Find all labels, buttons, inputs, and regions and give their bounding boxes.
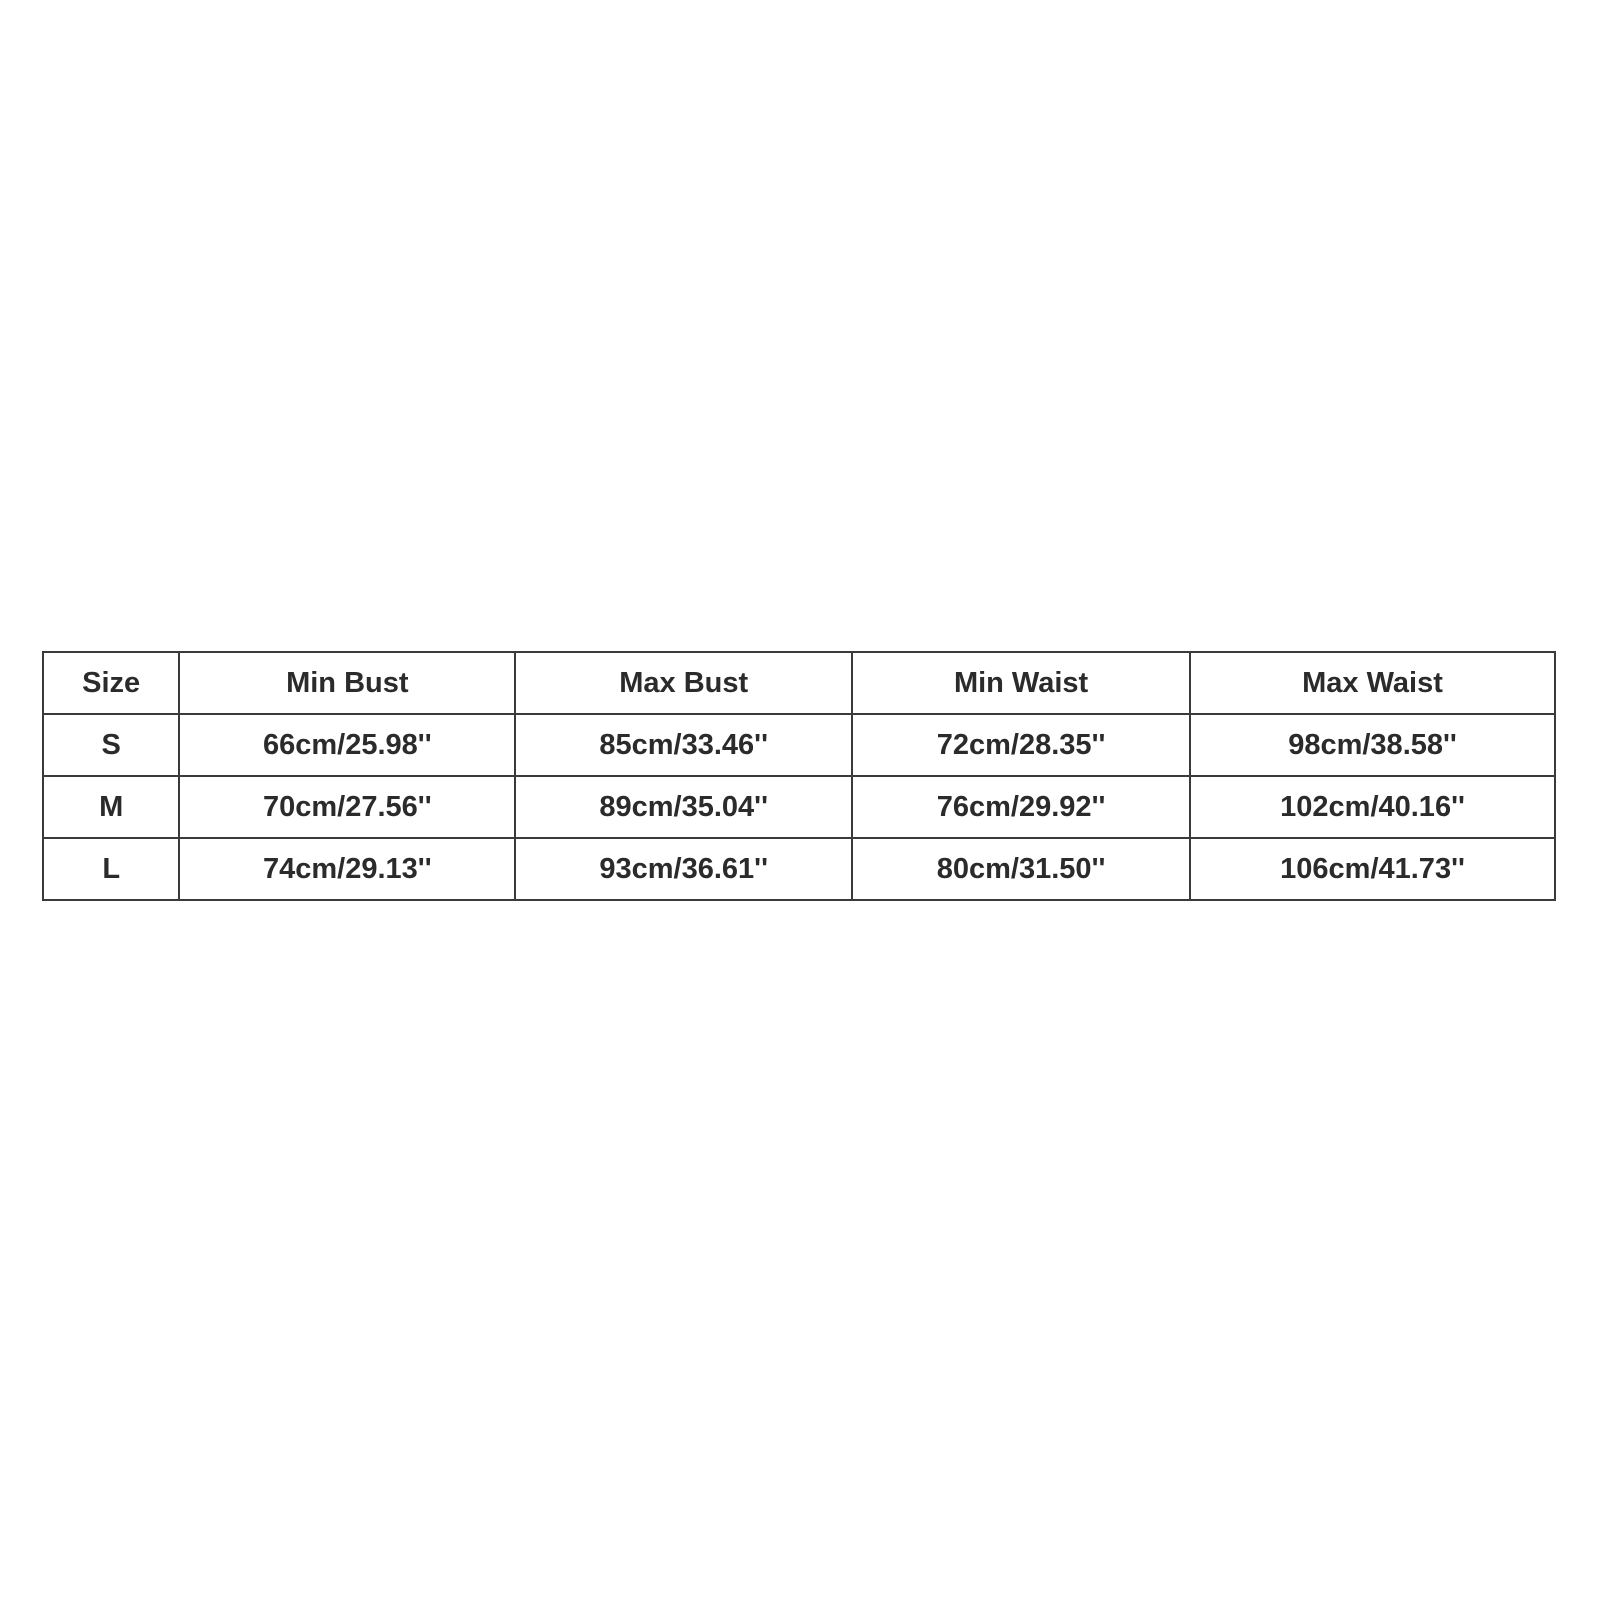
table-row — [43, 714, 1555, 776]
max-waist-cell: 102cm/40.16'' — [1190, 776, 1555, 838]
size-cell: S — [43, 714, 179, 776]
max-waist-cell: 98cm/38.58'' — [1190, 714, 1555, 776]
size-cell: M — [43, 776, 179, 838]
max-bust-cell: 85cm/33.46'' — [515, 714, 852, 776]
min-bust-cell: 70cm/27.56'' — [179, 776, 515, 838]
table-header-row — [43, 652, 1555, 714]
min-waist-cell: 72cm/28.35'' — [852, 714, 1190, 776]
header-max-waist: Max Waist — [1190, 652, 1555, 714]
table-row — [43, 776, 1555, 838]
size-chart-table — [42, 651, 1556, 901]
header-max-bust: Max Bust — [515, 652, 852, 714]
header-min-bust: Min Bust — [179, 652, 515, 714]
header-min-waist: Min Waist — [852, 652, 1190, 714]
max-waist-cell: 106cm/41.73'' — [1190, 838, 1555, 900]
size-cell: L — [43, 838, 179, 900]
max-bust-cell: 89cm/35.04'' — [515, 776, 852, 838]
header-size: Size — [43, 652, 179, 714]
min-waist-cell: 76cm/29.92'' — [852, 776, 1190, 838]
table-row — [43, 838, 1555, 900]
max-bust-cell: 93cm/36.61'' — [515, 838, 852, 900]
min-waist-cell: 80cm/31.50'' — [852, 838, 1190, 900]
min-bust-cell: 74cm/29.13'' — [179, 838, 515, 900]
min-bust-cell: 66cm/25.98'' — [179, 714, 515, 776]
